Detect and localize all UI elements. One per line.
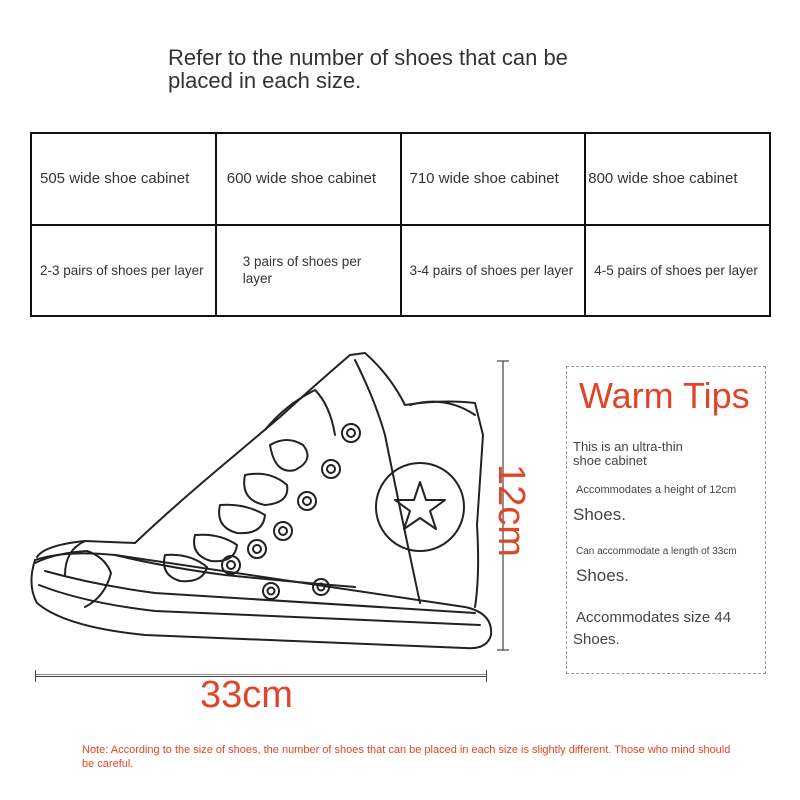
tip-line: This is an ultra-thin bbox=[573, 439, 683, 454]
table-cell: 3-4 pairs of shoes per layer bbox=[401, 225, 586, 317]
tip-line: Shoes. bbox=[573, 505, 626, 524]
table-header-cell: 710 wide shoe cabinet bbox=[401, 133, 586, 225]
tip-line: Accommodates size 44 bbox=[576, 609, 732, 626]
tip-line: Shoes. bbox=[573, 631, 620, 648]
tip-line: Can accommodate a length of 33cm bbox=[576, 546, 737, 557]
height-dimension-label: 12cm bbox=[490, 464, 532, 557]
table-header-cell: 505 wide shoe cabinet bbox=[31, 133, 216, 225]
shoe-upper bbox=[37, 353, 483, 607]
table-cell: 4-5 pairs of shoes per layer bbox=[585, 225, 770, 317]
height-dimension-wrap bbox=[480, 462, 540, 562]
length-dim-tick-left bbox=[35, 670, 36, 682]
table-cell: 2-3 pairs of shoes per layer bbox=[31, 225, 216, 317]
table-cell: 3 pairs of shoes per layer bbox=[216, 225, 401, 317]
tip-line: Shoes. bbox=[576, 566, 629, 585]
shoe-sole bbox=[31, 553, 491, 648]
sneaker-illustration bbox=[25, 345, 525, 675]
tips-heading: Warm Tips bbox=[579, 375, 750, 416]
size-capacity-table bbox=[30, 132, 771, 317]
table-header-cell: 600 wide shoe cabinet bbox=[216, 133, 401, 225]
footnote: Note: According to the size of shoes, the number of shoes that can be placed in each size is slightly different. Those who mind should be careful. bbox=[82, 744, 731, 770]
table-row bbox=[31, 225, 770, 317]
tip-line: shoe cabinet bbox=[573, 453, 647, 468]
length-dim-tick-right bbox=[486, 670, 487, 682]
warm-tips-box bbox=[566, 366, 766, 674]
table-header-cell: 800 wide shoe cabinet bbox=[585, 133, 770, 225]
table-header-row bbox=[31, 133, 770, 225]
page-title: Refer to the number of shoes that can be placed in each size. bbox=[168, 45, 568, 93]
ankle-patch bbox=[376, 463, 464, 551]
length-dimension-label: 33cm bbox=[200, 674, 293, 716]
tip-line: Accommodates a height of 12cm bbox=[576, 484, 737, 496]
